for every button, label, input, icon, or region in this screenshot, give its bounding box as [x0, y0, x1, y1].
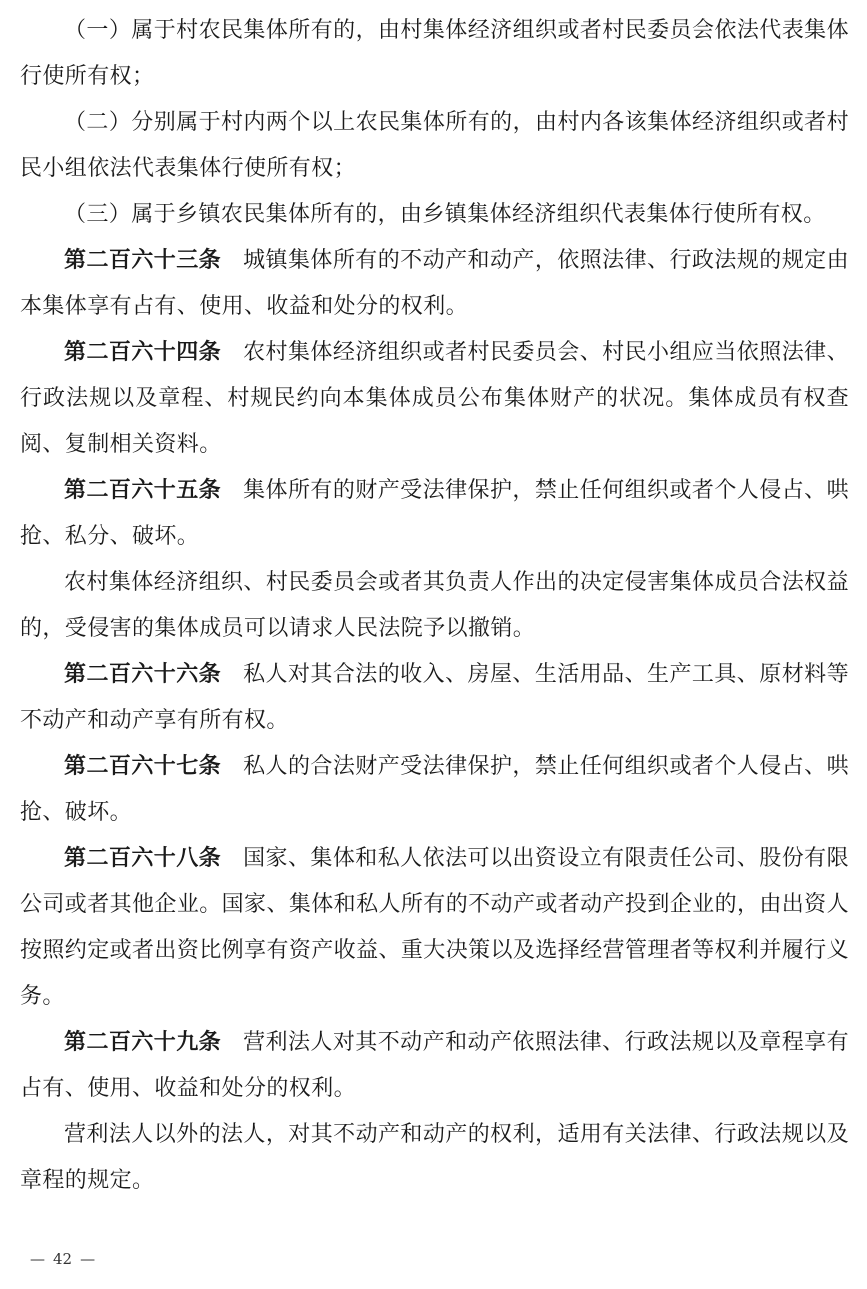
article-label: 第二百六十六条 [64, 662, 222, 687]
body-text [20, 8, 849, 1204]
article-text: 集体所有的财产受法律保护，禁止任何组织或者个人侵占、哄抢、私分、破坏。 [20, 478, 849, 549]
article-label: 第二百六十八条 [64, 846, 222, 871]
paragraph: （三）属于乡镇农民集体所有的，由乡镇集体经济组织代表集体行使所有权。 [64, 202, 826, 227]
paragraph: 营利法人以外的法人，对其不动产和动产的权利，适用有关法律、行政法规以及章程的规定。 [20, 1122, 849, 1193]
article-label: 第二百六十四条 [64, 340, 222, 365]
article-263 [20, 238, 849, 330]
article-text: 私人的合法财产受法律保护，禁止任何组织或者个人侵占、哄抢、破坏。 [20, 754, 849, 825]
paragraph: （一）属于村农民集体所有的，由村集体经济组织或者村民委员会依法代表集体行使所有权； [20, 18, 849, 89]
article-268 [20, 836, 849, 1020]
article-label: 第二百六十五条 [64, 478, 222, 503]
article-text: 营利法人对其不动产和动产依照法律、行政法规以及章程享有占有、使用、收益和处分的权利。 [20, 1030, 849, 1101]
article-text: 国家、集体和私人依法可以出资设立有限责任公司、股份有限公司或者其他企业。国家、集体和私人所有的不动产或者动产投到企业的，由出资人按照约定或者出资比例享有资产收益、重大决策以及选择经营管理者等权利并履行义务。 [20, 846, 849, 1009]
article-text: 农村集体经济组织或者村民委员会、村民小组应当依照法律、行政法规以及章程、村规民约向本集体成员公布集体财产的状况。集体成员有权查阅、复制相关资料。 [20, 340, 849, 457]
article-text: 私人对其合法的收入、房屋、生活用品、生产工具、原材料等不动产和动产享有所有权。 [20, 662, 849, 733]
article-label: 第二百六十九条 [64, 1030, 222, 1055]
article-266 [20, 652, 849, 744]
article-267 [20, 744, 849, 836]
article-269 [20, 1020, 849, 1112]
page-number: 42 [53, 1250, 73, 1268]
paragraph: （二）分别属于村内两个以上农民集体所有的，由村内各该集体经济组织或者村民小组依法代表集体行使所有权； [20, 110, 849, 181]
paragraph: 农村集体经济组织、村民委员会或者其负责人作出的决定侵害集体成员合法权益的，受侵害的集体成员可以请求人民法院予以撤销。 [20, 570, 849, 641]
article-label: 第二百六十七条 [64, 754, 222, 779]
article-label: 第二百六十三条 [64, 248, 222, 273]
page-footer [22, 1250, 103, 1268]
article-265 [20, 468, 849, 560]
article-text: 城镇集体所有的不动产和动产，依照法律、行政法规的规定由本集体享有占有、使用、收益和处分的权利。 [20, 248, 849, 319]
article-264 [20, 330, 849, 468]
footer-dash-left: — [30, 1250, 45, 1268]
footer-dash-right: — [80, 1250, 96, 1268]
